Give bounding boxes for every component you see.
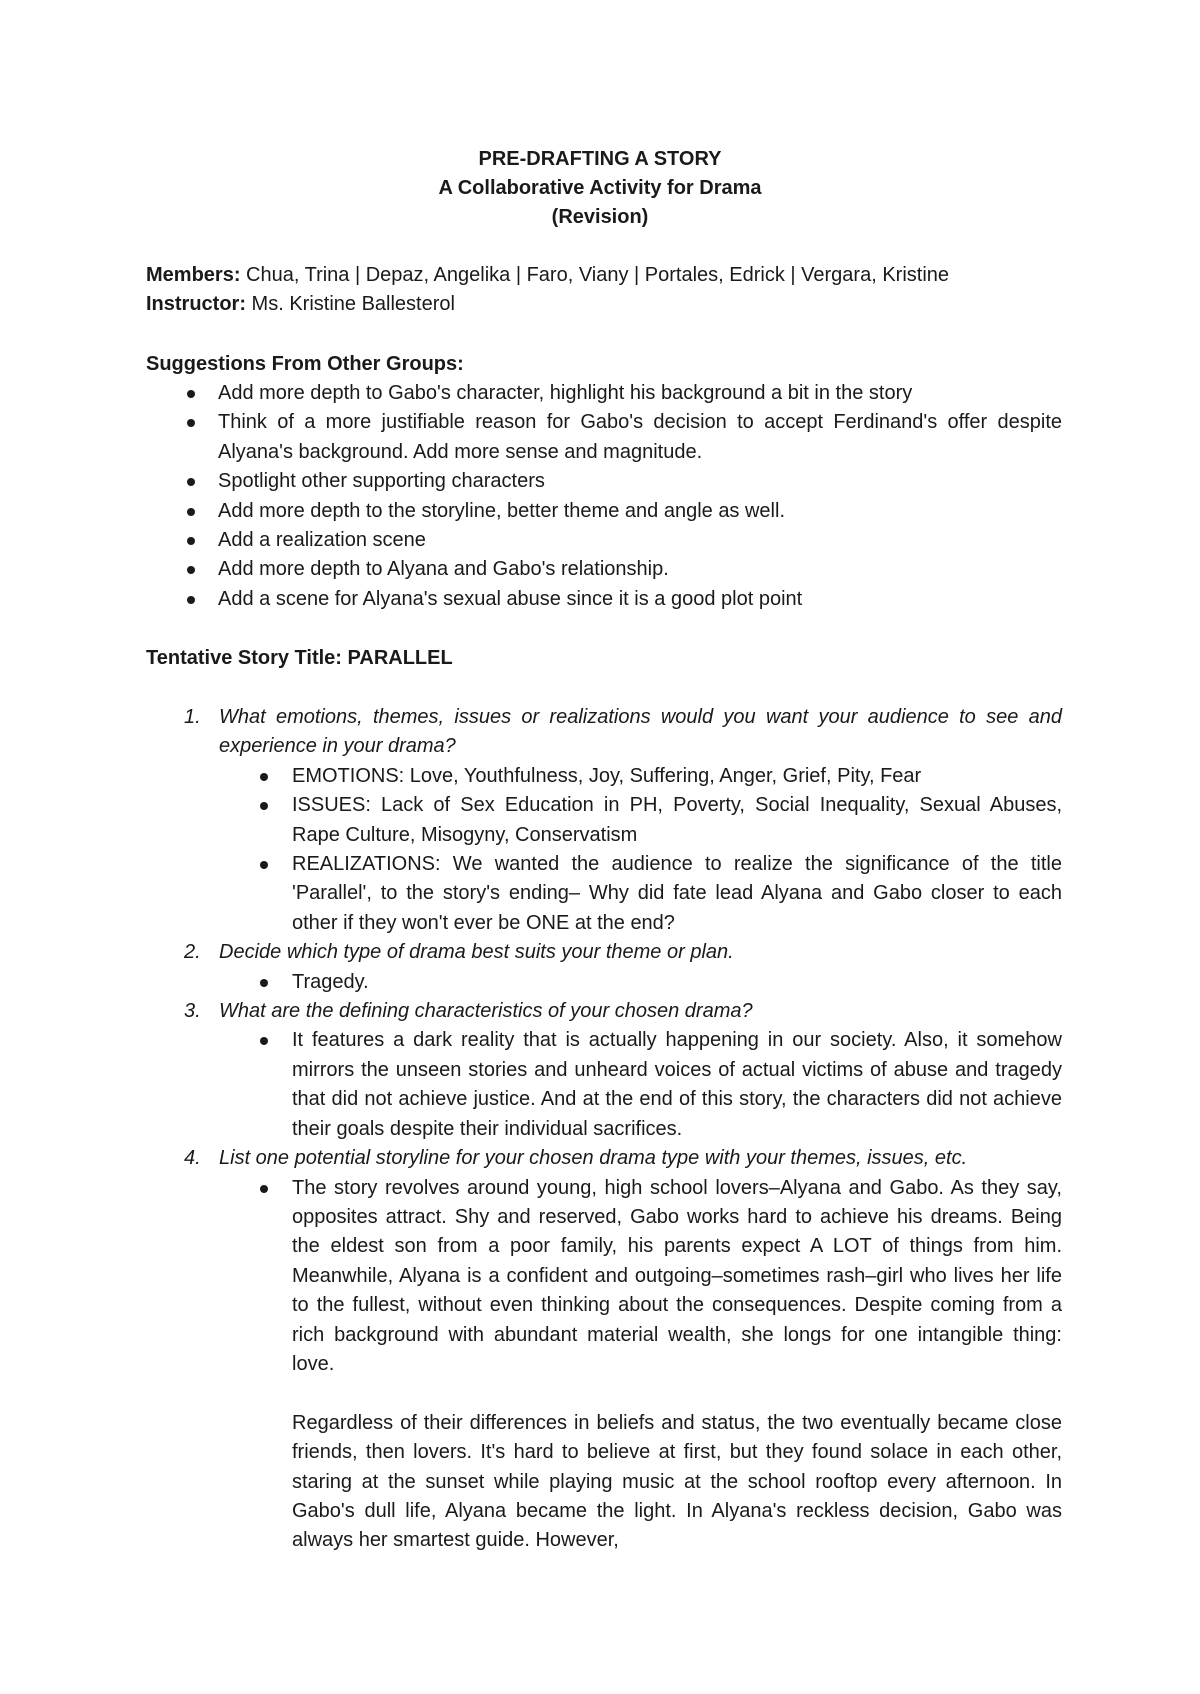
storyline-paragraph-continued: Regardless of their differences in beliefs and status, the two eventually became close friends, then lovers. It's hard to believe at first, but they found solace in each other, staring at the sunset while playing music at the school rooftop every afternoon. In Gabo's dull life, Alyana became the light. In Alyana's reckless decision, Gabo was always her smartest guide. However,	[292, 1411, 1062, 1552]
instructor-line	[146, 290, 1062, 319]
answer-list	[292, 1174, 1062, 1556]
question-text: What emotions, themes, issues or realizations would you want your audience to see and experience in your drama?	[219, 706, 1062, 758]
suggestions-list	[146, 379, 1062, 614]
storyline-paragraph: The story revolves around young, high school lovers–Alyana and Gabo. As they say, opposites attract. Shy and reserved, Gabo works hard to achieve his dreams. Being the eldest son from a poor family, his parents expect A LOT of things from him. Meanwhile, Alyana is a confident and outgoing–sometimes rash–girl who lives her life to the fullest, without even thinking about the consequences. Despite coming from a rich background with abundant material wealth, she longs for one intangible thing: love.	[292, 1176, 1062, 1375]
question-number: 2.	[184, 941, 201, 964]
instructor-label: Instructor:	[146, 293, 246, 316]
members-label: Members:	[146, 264, 241, 286]
question-item	[146, 1144, 1062, 1556]
document-revision-note: (Revision)	[551, 206, 649, 228]
question-item	[146, 997, 1062, 1144]
instructor-value: Ms. Kristine Ballesterol	[246, 293, 455, 316]
questions-list	[146, 703, 1062, 1556]
question-text: Decide which type of drama best suits your theme or plan.	[219, 941, 734, 964]
members-line	[146, 261, 1062, 290]
question-item	[146, 938, 1062, 997]
question-number: 4.	[184, 1147, 201, 1170]
suggestion-item: Add a scene for Alyana's sexual abuse since it is a good plot point	[146, 585, 1062, 614]
suggestion-item: Think of a more justifiable reason for Gabo's decision to accept Ferdinand's offer despite Alyana's background. Add more sense and magnitude.	[146, 408, 1062, 467]
suggestions-list-container	[146, 379, 1062, 614]
question-text: List one potential storyline for your chosen drama type with your themes, issues, etc.	[219, 1147, 968, 1170]
paragraph-spacer	[292, 1379, 1062, 1408]
answer-list	[292, 762, 1062, 938]
suggestion-item: Add more depth to Alyana and Gabo's relationship.	[146, 555, 1062, 584]
answer-item: ISSUES: Lack of Sex Education in PH, Poverty, Social Inequality, Sexual Abuses, Rape Culture, Misogyny, Conservatism	[219, 791, 1062, 850]
question-number: 1.	[184, 706, 201, 728]
suggestions-heading: Suggestions From Other Groups:	[146, 353, 464, 375]
question-number: 3.	[184, 1000, 201, 1023]
suggestion-item: Add more depth to Gabo's character, highlight his background a bit in the story	[146, 379, 1062, 408]
suggestion-item: Spotlight other supporting characters	[146, 467, 1062, 496]
answer-list	[292, 968, 1062, 997]
document-header	[0, 145, 1200, 232]
answer-item: EMOTIONS: Love, Youthfulness, Joy, Suffering, Anger, Grief, Pity, Fear	[219, 762, 1062, 791]
story-title: Tentative Story Title: PARALLEL	[146, 647, 453, 669]
question-item	[146, 703, 1062, 938]
answer-item: It features a dark reality that is actually happening in our society. Also, it somehow mirrors the unseen stories and unheard voices of actual victims of abuse and tragedy that did not achieve justice. And at the end of this story, the characters did not achieve their goals despite their individual sacrifices.	[219, 1026, 1062, 1144]
document-subtitle: A Collaborative Activity for Drama	[438, 177, 762, 199]
answer-item	[219, 1174, 1062, 1556]
suggestion-item: Add a realization scene	[146, 526, 1062, 555]
answer-item: Tragedy.	[219, 968, 1062, 997]
questions-section	[146, 703, 1062, 1556]
document-title: PRE-DRAFTING A STORY	[478, 148, 722, 170]
members-section	[146, 261, 1062, 320]
answer-list	[292, 1026, 1062, 1144]
answer-item: REALIZATIONS: We wanted the audience to realize the significance of the title 'Parallel', to the story's ending– Why did fate lead Alyana and Gabo closer to each other if they won't ever be ONE at the end?	[219, 850, 1062, 938]
members-value: Chua, Trina | Depaz, Angelika | Faro, Viany | Portales, Edrick | Vergara, Kristine	[240, 264, 950, 286]
suggestion-item: Add more depth to the storyline, better theme and angle as well.	[146, 497, 1062, 526]
question-text: What are the defining characteristics of your chosen drama?	[219, 1000, 753, 1023]
